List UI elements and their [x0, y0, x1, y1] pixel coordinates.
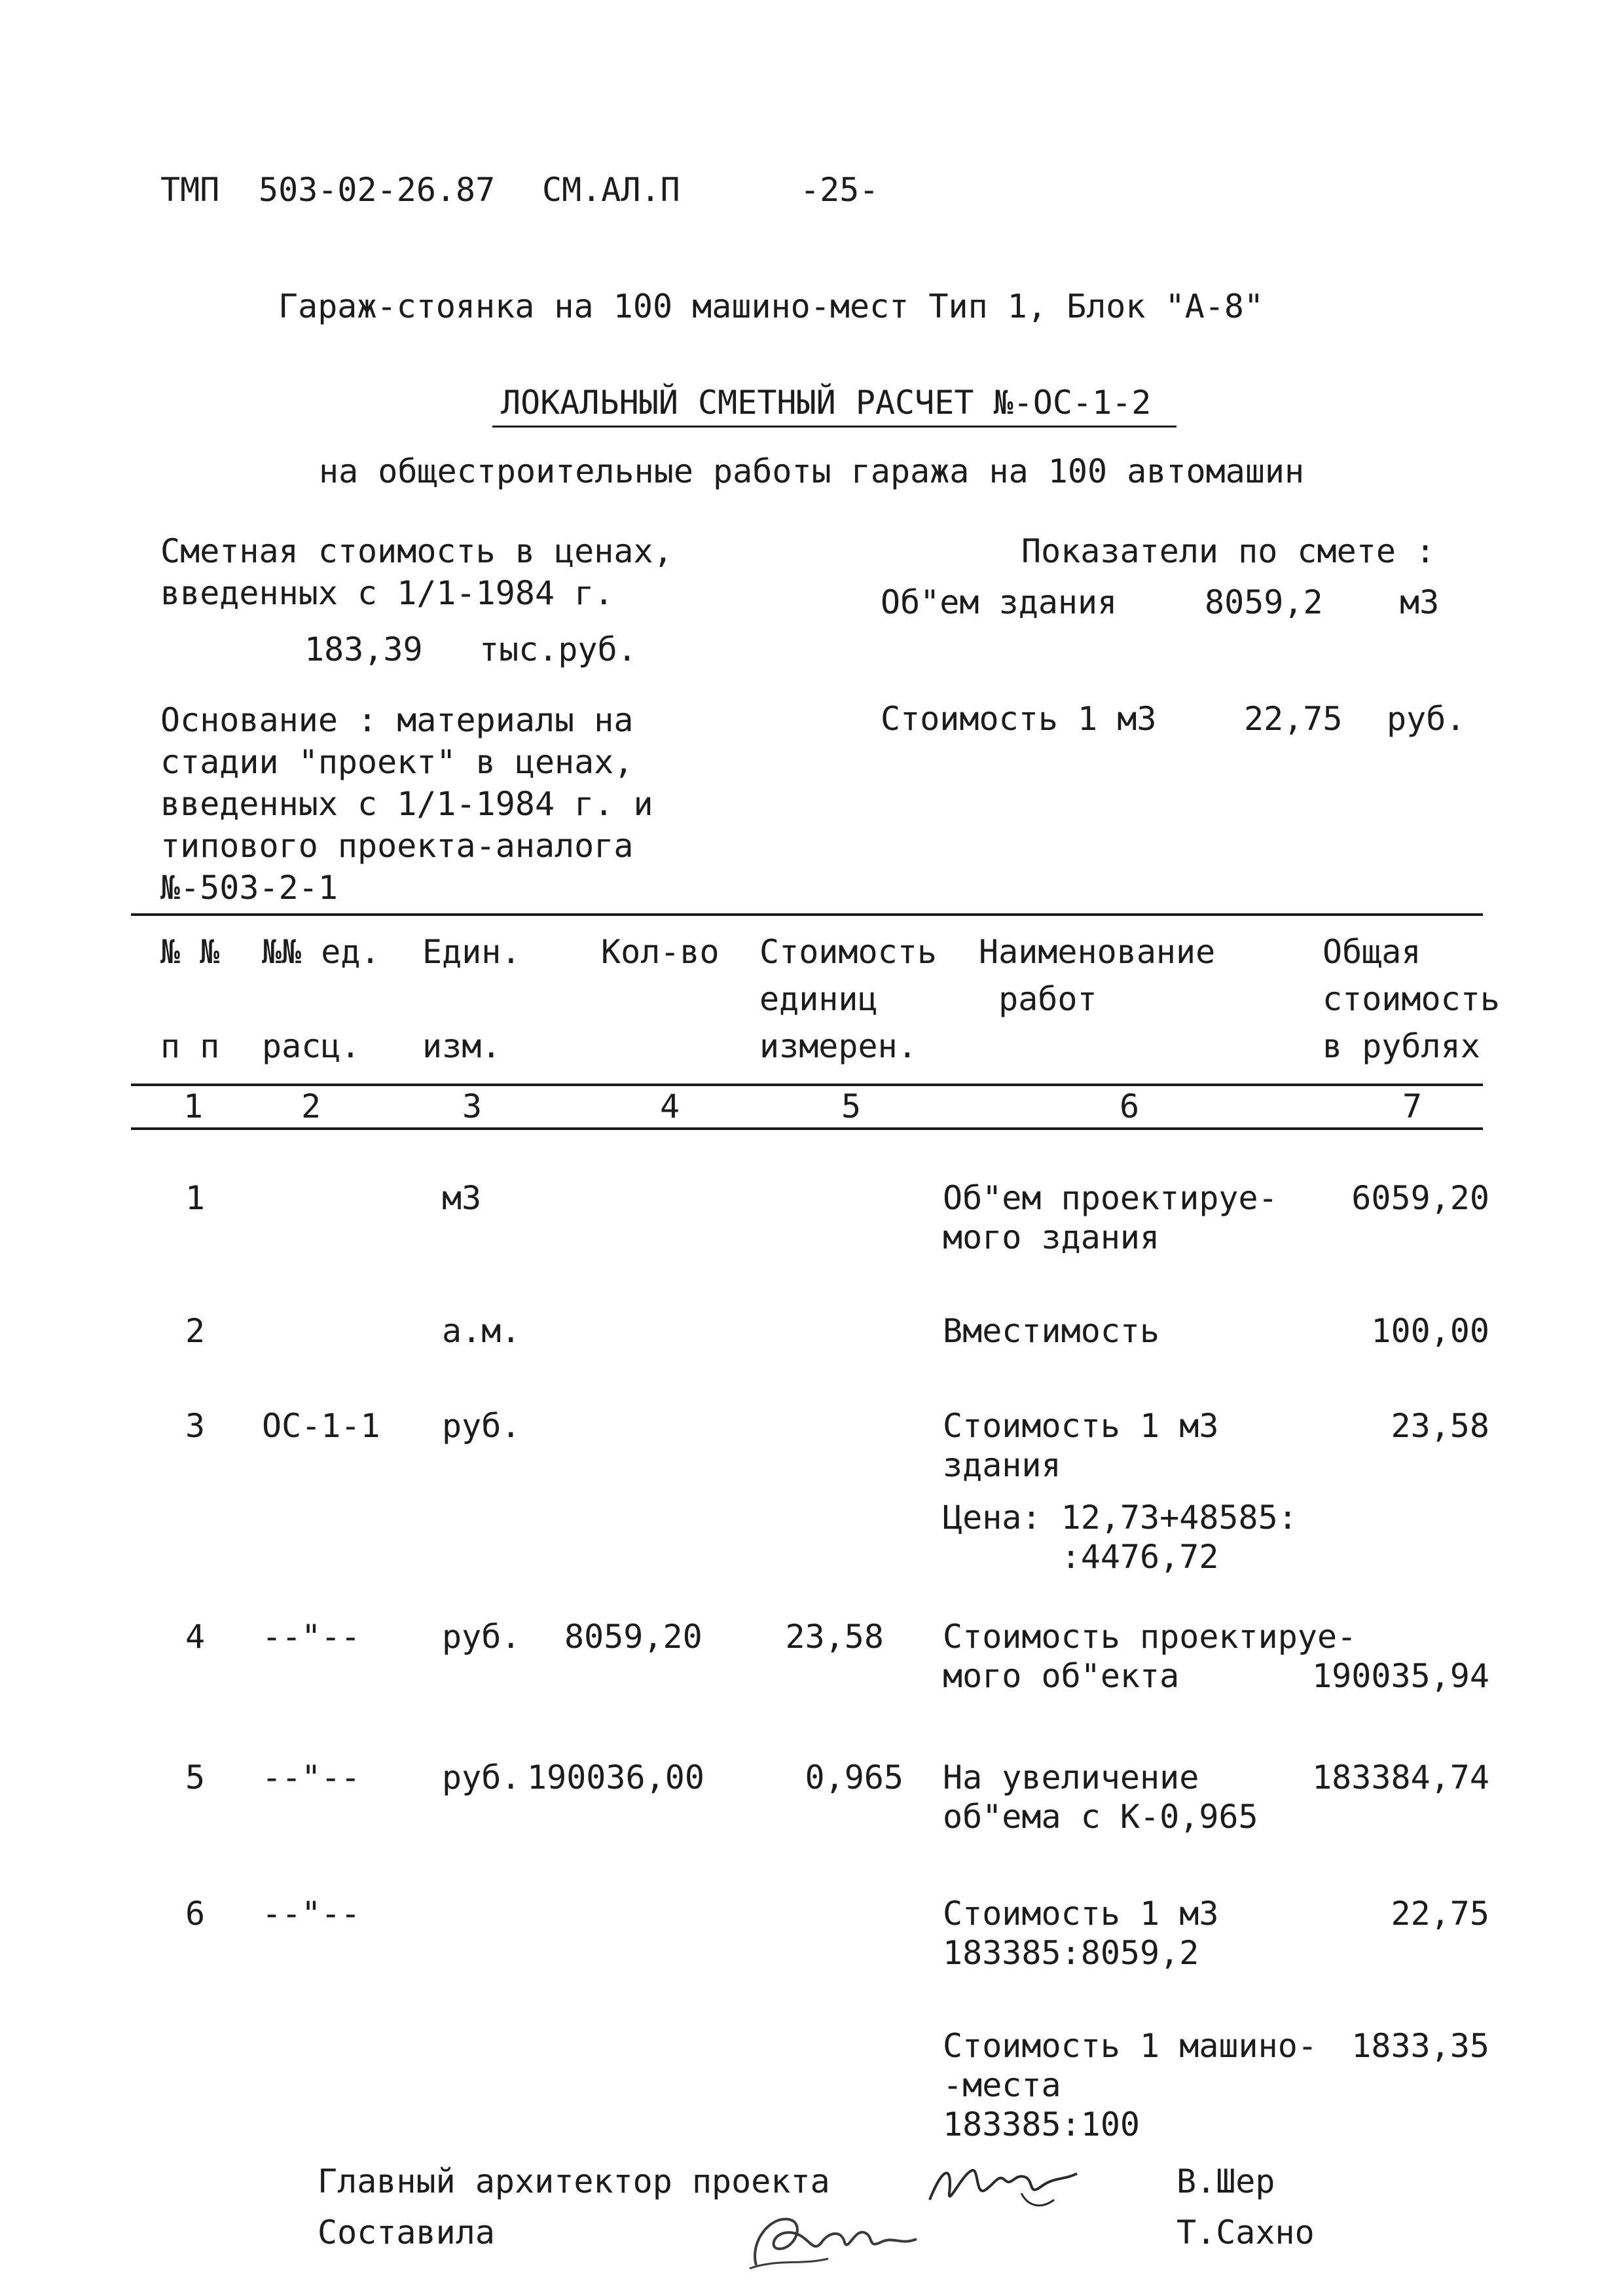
estimate-subtitle: ЛОКАЛЬНЫЙ СМЕТНЫЙ РАСЧЕТ №-ОС-1-2	[501, 384, 1152, 422]
column-number: 6	[1119, 1087, 1140, 1125]
row-unit-cost: 0,965	[805, 1758, 903, 1796]
cost-per-m3-unit: руб.	[1387, 700, 1466, 738]
row-unit: м3	[442, 1179, 482, 1217]
header-unit-cost: Стоимость единиц измерен.	[759, 933, 937, 1065]
column-number: 1	[183, 1087, 204, 1125]
row-unit: руб.	[442, 1618, 521, 1656]
row-unit: руб.	[442, 1407, 521, 1445]
column-number-rule	[131, 1127, 1483, 1130]
album-code: СМ.АЛ.П	[542, 171, 680, 209]
row-rate-code: ОС-1-1	[262, 1407, 380, 1445]
signature-name: Т.Сахно	[1176, 2214, 1315, 2251]
row-quantity: 190036,00	[527, 1758, 704, 1796]
header-bottom-rule	[131, 1084, 1483, 1086]
column-number: 7	[1402, 1087, 1423, 1125]
row-total: 6059,20	[1351, 1179, 1489, 1217]
row-work-name: Стоимость 1 машино- -места 183385:100	[943, 2027, 1317, 2143]
estimated-cost-label-1: Сметная стоимость в ценах,	[160, 532, 673, 570]
row-unit: а.м.	[442, 1312, 521, 1350]
basis-text: Основание : материалы на стадии "проект" в ценах, введенных с 1/1-1984 г. и типового проекта-аналога №-503-2-1	[160, 701, 653, 907]
volume-label: Об"ем здания	[881, 583, 1118, 621]
row-quantity: 8059,20	[564, 1618, 702, 1656]
row-total: 183384,74	[1312, 1758, 1489, 1796]
header-work-name: Наименование работ	[979, 933, 1216, 1018]
row-rate-code: --"--	[262, 1895, 361, 1933]
column-number: 4	[659, 1087, 680, 1125]
row-total: 100,00	[1371, 1312, 1489, 1350]
row-total: 22,75	[1391, 1895, 1489, 1933]
row-work-name: Стоимость проектируе- мого об"екта	[943, 1618, 1357, 1695]
doc-code: ТМП	[160, 171, 220, 209]
volume-value: 8059,2	[1205, 583, 1323, 621]
row-number: 1	[185, 1179, 206, 1217]
row-work-name: Об"ем проектируе- мого здания	[943, 1179, 1278, 1256]
table-top-rule	[131, 913, 1483, 916]
signature-role: Главный архитектор проекта	[318, 2162, 830, 2200]
subtitle-underline	[492, 426, 1176, 428]
row-number: 2	[185, 1312, 206, 1350]
row-total: 23,58	[1391, 1407, 1489, 1445]
row-unit: руб.	[442, 1758, 521, 1796]
header-rate-code: №№ ед. расц.	[262, 933, 380, 1065]
header-unit: Един. изм.	[422, 933, 521, 1065]
row-work-name: Вместимость	[943, 1312, 1160, 1350]
row-rate-code: --"--	[262, 1618, 361, 1656]
row-work-name: Стоимость 1 м3 здания	[943, 1407, 1219, 1484]
cost-per-m3-value: 22,75	[1244, 700, 1343, 738]
volume-unit: м3	[1400, 583, 1440, 621]
document-title: Гараж-стоянка на 100 машино-мест Тип 1, Блок "А-8"	[278, 287, 1264, 325]
doc-number: 503-02-26.87	[259, 171, 496, 209]
header-row-number: № № п п	[160, 933, 220, 1065]
row-price-note: Цена: 12,73+48585: :4476,72	[943, 1499, 1298, 1576]
row-work-name: Стоимость 1 м3 183385:8059,2	[943, 1895, 1219, 1972]
page-number: -25-	[800, 171, 879, 209]
header-quantity: Кол-во	[601, 933, 720, 971]
signature-role: Составила	[318, 2214, 495, 2251]
row-number: 5	[185, 1758, 206, 1796]
cost-per-m3-label: Стоимость 1 м3	[881, 700, 1157, 738]
signature-name: В.Шер	[1176, 2162, 1275, 2200]
estimate-description: на общестроительные работы гаража на 100 автомашин	[319, 452, 1305, 490]
row-total: 190035,94	[1312, 1657, 1489, 1695]
row-unit-cost: 23,58	[785, 1618, 884, 1656]
row-work-name: На увеличение об"ема с К-0,965	[943, 1758, 1258, 1836]
row-total: 1833,35	[1351, 2027, 1489, 2065]
column-number: 2	[301, 1087, 321, 1125]
estimated-cost-amount: 183,39	[304, 630, 423, 668]
row-number: 6	[185, 1895, 206, 1933]
column-number: 3	[462, 1087, 483, 1125]
row-number: 4	[185, 1618, 206, 1656]
indicators-title: Показатели по смете :	[1021, 532, 1436, 570]
compiler-signature-image	[743, 2203, 953, 2275]
estimated-cost-label-2: введенных с 1/1-1984 г.	[160, 574, 614, 612]
estimated-cost-unit: тыс.руб.	[479, 630, 637, 668]
row-rate-code: --"--	[262, 1758, 361, 1796]
column-number: 5	[841, 1087, 862, 1125]
header-total-cost: Общая стоимость в рублях	[1322, 933, 1500, 1065]
row-number: 3	[185, 1407, 206, 1445]
